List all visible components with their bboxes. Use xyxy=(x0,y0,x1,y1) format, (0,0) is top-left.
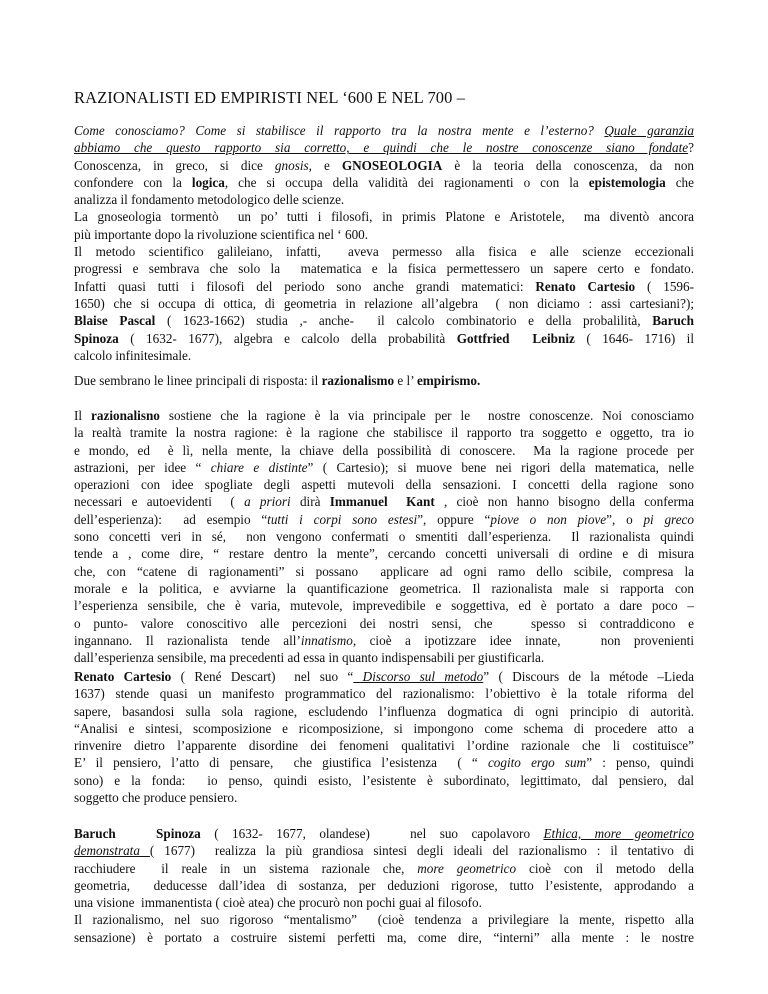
text-span: , cioè a ipotizzare idee innate, non provenienti xyxy=(352,632,694,648)
text-span: dall’esperienza sensibile, ma precedenti ad essa in quanto indispensabili per giustificarla. xyxy=(74,650,545,666)
text-line xyxy=(74,597,694,614)
term-gnosis: gnosis, xyxy=(274,157,312,173)
text-line xyxy=(74,703,694,720)
text-span: che, con “catene di ragionamenti” si possano applicare ad ogni ramo dello scibile, compresa la xyxy=(74,563,694,579)
text-line xyxy=(74,347,694,364)
work-discorso: Discorso sul metodo xyxy=(353,669,484,684)
name-spinoza: Spinoza xyxy=(74,330,119,346)
name-leibniz: Gottfried Leibniz xyxy=(456,330,575,346)
text-span: ” : penso, quindi xyxy=(586,755,694,771)
lines-paragraph xyxy=(74,372,694,389)
text-line xyxy=(74,545,694,562)
text-span: morale e la politica, e avviarne la quantificazione geometrica. Il razionalista male si rapporta con xyxy=(74,580,694,596)
name-cartesio: Renato Cartesio xyxy=(74,669,172,684)
text-line xyxy=(74,260,694,277)
text-line xyxy=(74,157,694,174)
intro-question-3: abbiamo che questo rapporto sia corretto, e quindi che le nostre conoscenze siano fondate xyxy=(74,140,689,156)
text-span: è la teoria della conoscenza, da non xyxy=(442,157,695,173)
razionalismo-paragraph xyxy=(74,407,694,666)
text-span: ( 1646- 1716) il xyxy=(574,330,695,346)
name-baruch: Baruch xyxy=(652,313,694,329)
example-piove: piove o non piove xyxy=(490,511,607,527)
text-span: , che si occupa della validità dei ragionamenti o con la xyxy=(224,174,589,190)
text-span: geometria, deducesse dall’idea di sostanza, per deduzioni rigorose, tutto l’esistente, approdando a xyxy=(74,877,694,893)
text-span: ” ( Cartesio); si muove bene nei rigori della matematica, nelle xyxy=(307,459,694,475)
text-span: ”, oppure “ xyxy=(417,511,491,527)
name-kant: Immanuel Kant xyxy=(329,494,435,510)
term-razionalisno: razionalisno xyxy=(91,408,160,423)
text-line xyxy=(74,174,694,191)
text-span: operazioni con idee spogliate degli aspetti mutevoli della sensazioni. I concetti della ragione sono xyxy=(74,477,694,493)
example-pi-greco: pi greco xyxy=(643,511,694,527)
text-span: l’esperienza sensibile, che è varia, mutevole, imprevedibile e soggettiva, ed è portato a dare poco – xyxy=(74,598,694,614)
text-line xyxy=(74,929,694,946)
term-logica: logica xyxy=(191,174,225,190)
text-line xyxy=(74,877,694,894)
text-line xyxy=(74,649,694,666)
text-line xyxy=(74,842,694,859)
text-line xyxy=(74,312,694,329)
text-line xyxy=(74,754,694,771)
text-line xyxy=(74,825,694,842)
text-span: soggetto che produce pensiero. xyxy=(74,790,238,806)
text-line xyxy=(74,191,694,208)
text-span: sostiene che la ragione è la via principale per le nostre conoscenze. Noi conosciamo xyxy=(159,408,694,423)
text-span: che xyxy=(665,174,694,190)
term-a-priori: a priori xyxy=(244,494,291,510)
text-span: dirà xyxy=(290,494,330,510)
text-span: astrazioni, per idee “ xyxy=(74,459,211,475)
text-span: , cioè non hanno bisogno della conferma xyxy=(434,494,694,510)
text-line xyxy=(74,278,694,295)
text-line xyxy=(74,860,694,877)
text-span: sono concetti veri in sé, non vengono confermati o smentiti dall’esperienza. Il razionalista quindi xyxy=(74,529,694,545)
text-span: e mondo, ed è lì, nella mente, la chiave della possibilità di conoscere. Ma la ragione procede per xyxy=(74,442,694,458)
text-span: e xyxy=(311,157,342,173)
text-span: Due sembrano le linee principali di risposta: il xyxy=(74,373,322,388)
quote-cogito: cogito ergo sum xyxy=(487,755,587,771)
text-span: 1650) che si occupa di ottica, di geometria in relazione all’algebra ( non diciamo : assi cartesiani?); xyxy=(74,295,694,311)
text-span: E’ il pensiero, l’atto di pensare, che giustifica l’esistenza ( “ xyxy=(74,755,488,771)
text-span: ingannano. Il razionalista tende all’ xyxy=(74,632,301,648)
text-line xyxy=(74,580,694,597)
spinoza-paragraph xyxy=(74,825,694,946)
text-span: una visione immanentista ( cioè atea) che procurò non pochi guai al filosofo. xyxy=(74,895,482,911)
text-line xyxy=(74,295,694,312)
text-span: o punto- valore conoscitivo alle percezioni dei nostri sensi, che spesso si contraddicono e xyxy=(74,615,694,631)
text-line xyxy=(74,122,694,139)
term-more-geometrico: more geometrico xyxy=(417,860,517,876)
text-line xyxy=(74,632,694,649)
work-ethica: Ethica, more geometrico xyxy=(543,826,694,841)
text-line xyxy=(74,615,694,632)
text-span: Il xyxy=(74,408,92,423)
text-line xyxy=(74,511,694,528)
text-line xyxy=(74,894,694,911)
text-span: più importante dopo la rivoluzione scientifica nel ‘ 600. xyxy=(74,226,369,242)
text-line xyxy=(74,139,694,156)
text-span: La gnoseologia tormentò un po’ tutti i filosofi, in primis Platone e Aristotele, ma diventò ancora xyxy=(74,209,694,225)
text-line xyxy=(74,330,694,347)
intro-question-1: Come conosciamo? Come si stabilisce il rapporto tra la nostra mente e l’esterno? xyxy=(74,123,594,138)
text-span: ( 1632- 1677, olandese) nel suo capolavoro xyxy=(200,826,544,841)
work-ethica-cont: demonstrata xyxy=(74,843,150,859)
text-span: Infatti quasi tutti i filosofi del periodo sono anche grandi matematici: xyxy=(74,278,536,294)
term-empirismo: empirismo. xyxy=(416,373,481,388)
text-span: sono) e la fonda: io penso, quindi esisto, l’esistente è subordinato, legittimato, dal pensiero, dal xyxy=(74,772,694,788)
text-line xyxy=(74,424,694,441)
text-line xyxy=(74,685,694,702)
text-span: ”, o xyxy=(606,511,644,527)
text-span: ( 1632- 1677), algebra e calcolo della probabilità xyxy=(118,330,457,346)
text-span: dell’esperienza): ad esempio “ xyxy=(74,511,268,527)
text-line xyxy=(74,528,694,545)
example-corpi: tutti i corpi sono estesi xyxy=(267,511,418,527)
text-line xyxy=(74,442,694,459)
text-span: Il metodo scientifico galileiano, infatti, aveva permesso alla fisica e alle scienze eccezionali xyxy=(74,244,694,260)
text-span: sensazione) è portato a costruire sistemi perfetti ma, come dire, “interni” alla mente : le nostre xyxy=(74,929,694,945)
name-cartesio: Renato Cartesio xyxy=(535,278,636,294)
text-line xyxy=(74,243,694,260)
name-spinoza: Baruch Spinoza xyxy=(74,826,201,841)
text-line xyxy=(74,226,694,243)
text-span: la realtà tramite la nostra ragione: è la ragione che stabilisce il rapporto tra soggetto e oggetto, tra io xyxy=(74,425,694,441)
text-line xyxy=(74,789,694,806)
page-title: RAZIONALISTI ED EMPIRISTI NEL ‘600 E NEL 700 – xyxy=(74,88,466,107)
text-span: e l’ xyxy=(394,373,417,388)
text-line xyxy=(74,668,694,685)
text-span: Il razionalismo, nel suo rigoroso “mentalismo” (cioè tendenza a privilegiare la mente, rispetto alla xyxy=(74,912,694,928)
text-span: progressi e sembrava che solo la matematica e la fisica permettessero un sapere certo e fondato. xyxy=(74,261,694,277)
cartesio-paragraph xyxy=(74,668,694,806)
text-line xyxy=(74,493,694,510)
text-span: racchiudere il reale in un sistema razionale che, xyxy=(74,860,418,876)
text-span: 1637) stende quasi un manifesto programmatico del razionalismo: l’obiettivo è la totale riforma del xyxy=(74,686,694,702)
text-line xyxy=(74,563,694,580)
text-span: “Analisi e sintesi, scomposizione e ricomposizione, si impongono come schema di procedere atto a xyxy=(74,720,694,736)
text-span: ( 1677) realizza la più grandiosa sintesi degli ideali del razionalismo : il tentativo di xyxy=(149,843,695,859)
name-pascal: Blaise Pascal xyxy=(74,313,156,329)
text-span: ( René Descart) nel suo “ xyxy=(171,669,354,684)
term-gnoseologia: GNOSEOLOGIA xyxy=(341,157,443,173)
text-line xyxy=(74,911,694,928)
term-epistemologia: epistemologia xyxy=(588,174,666,190)
text-line xyxy=(74,720,694,737)
text-span: confondere con la xyxy=(74,174,192,190)
quote-chiare-distinte: chiare e distinte xyxy=(210,459,308,475)
text-line xyxy=(74,407,694,424)
intro-question-2: Quale garanzia xyxy=(604,123,694,138)
term-razionalismo: razionalismo xyxy=(321,373,395,388)
text-span: analizza il fondamento metodologico delle scienze. xyxy=(74,192,345,208)
text-span: sapere, basandosi sulla sola ragione, escludendo l’influenza dogmatica di ogni principio di autorità. xyxy=(74,703,694,719)
intro-paragraph xyxy=(74,122,694,364)
text-span: Conoscenza, in greco, si dice xyxy=(74,157,275,173)
text-span: necessari e autoevidenti ( xyxy=(74,494,245,510)
text-span: ( 1623-1662) studia ,- anche- il calcolo combinatorio e della probalilità, xyxy=(155,313,653,329)
text-line xyxy=(74,476,694,493)
term-innatismo: innatismo xyxy=(300,632,353,648)
text-span: ” ( Discours de la métode –Lieda xyxy=(483,669,694,684)
text-span: calcolo infinitesimale. xyxy=(74,347,192,363)
text-line xyxy=(74,737,694,754)
text-span: cioè con il metodo della xyxy=(516,860,695,876)
text-line xyxy=(74,208,694,225)
text-line xyxy=(74,772,694,789)
text-span: ( 1596- xyxy=(635,278,694,294)
text-span: tende a , come dire, “ restare dentro la mente”, cercando concetti universali di ordine e di misura xyxy=(74,546,694,562)
text-span: rinvenire dietro l’apparente disordine dei fenomeni qualitativi l’ordine razionale che li costituisce” xyxy=(74,738,694,754)
text-line xyxy=(74,459,694,476)
text-line xyxy=(74,372,694,389)
question-mark: ? xyxy=(688,140,694,156)
